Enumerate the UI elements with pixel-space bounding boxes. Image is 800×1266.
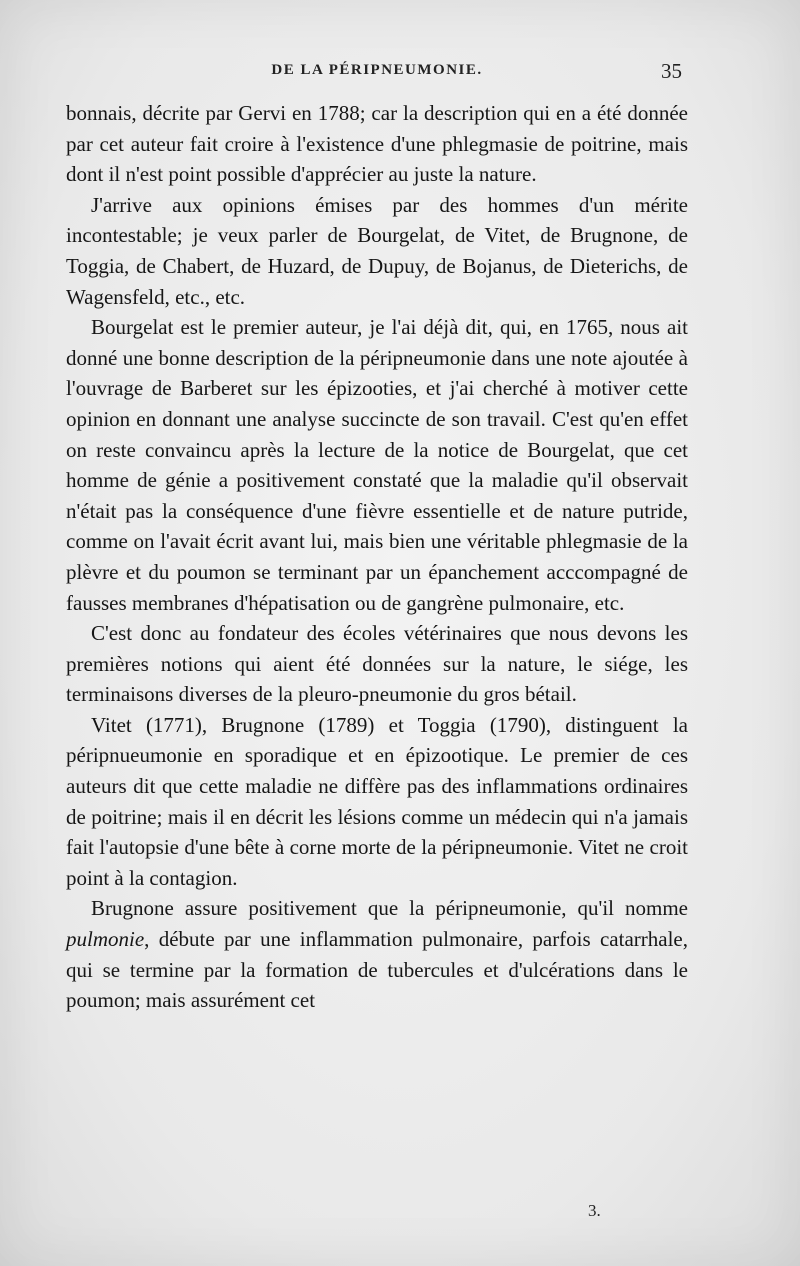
running-head: DE LA PÉRIPNEUMONIE.: [271, 62, 483, 78]
signature-mark: 3.: [588, 1201, 601, 1220]
italic-term: pulmonie: [66, 927, 145, 952]
paragraph: C'est donc au fondateur des écoles vétérinaires que nous devons les premières notions qui aient été données sur la nature, le siége, les terminaisons diverses de la pleuro-pneumonie du gros bétail.: [66, 621, 688, 707]
page-header: [66, 59, 688, 92]
paragraph-text: Brugnone assure positivement que la péripneumonie, qu'il nomme: [91, 896, 688, 921]
paragraph: Bourgelat est le premier auteur, je l'ai déjà dit, qui, en 1765, nous ait donné une bonne description de la péripneumonie dans une note ajoutée à l'ouvrage de Barberet sur les épizooties, et j'ai cherché à motiver cette opinion en donnant une analyse succincte de son travail. C'est qu'en effet on reste convaincu après la lecture de la notice de Bourgelat, que cet homme de génie a positivement constaté que la maladie qu'il observait n'était pas la conséquence d'une fièvre essentielle et de nature putride, comme on l'avait écrit avant lui, mais bien une véritable phlegmasie de la plèvre et du poumon se terminant par un épanchement acccompagné de fausses membranes d'hépatisation ou de gangrène pulmonaire, etc.: [66, 315, 688, 615]
paragraph-continued: bonnais, décrite par Gervi en 1788; car la description qui en a été donnée par cet auteur fait croire à l'existence d'une phlegmasie de poitrine, mais dont il n'est point possible d'apprécier au juste la nature.: [66, 101, 688, 187]
page-number: 35: [661, 59, 682, 83]
paragraph: Vitet (1771), Brugnone (1789) et Toggia (1790), distinguent la péripnueumonie en sporadique et en épizootique. Le premier de ces auteurs dit que cette maladie ne diffère pas des inflammations ordinaires de poitrine; mais il en décrit les lésions comme un médecin qui n'a jamais fait l'autopsie d'une bête à corne morte de la péripneumonie. Vitet ne croit point à la contagion.: [66, 712, 688, 890]
body-text: [66, 98, 688, 1016]
paragraph: J'arrive aux opinions émises par des hommes d'un mérite incontestable; je veux parler de Bourgelat, de Vitet, de Brugnone, de Toggia, de Chabert, de Huzard, de Dupuy, de Bojanus, de Dieterichs, de Wagensfeld, etc., etc.: [66, 192, 688, 309]
paragraph: [66, 893, 688, 1015]
paragraph-text: , débute par une inflammation pulmonaire, parfois catarrhale, qui se termine par la formation de tubercules et d'ulcérations dans le poumon; mais assurément cet: [66, 927, 688, 1013]
